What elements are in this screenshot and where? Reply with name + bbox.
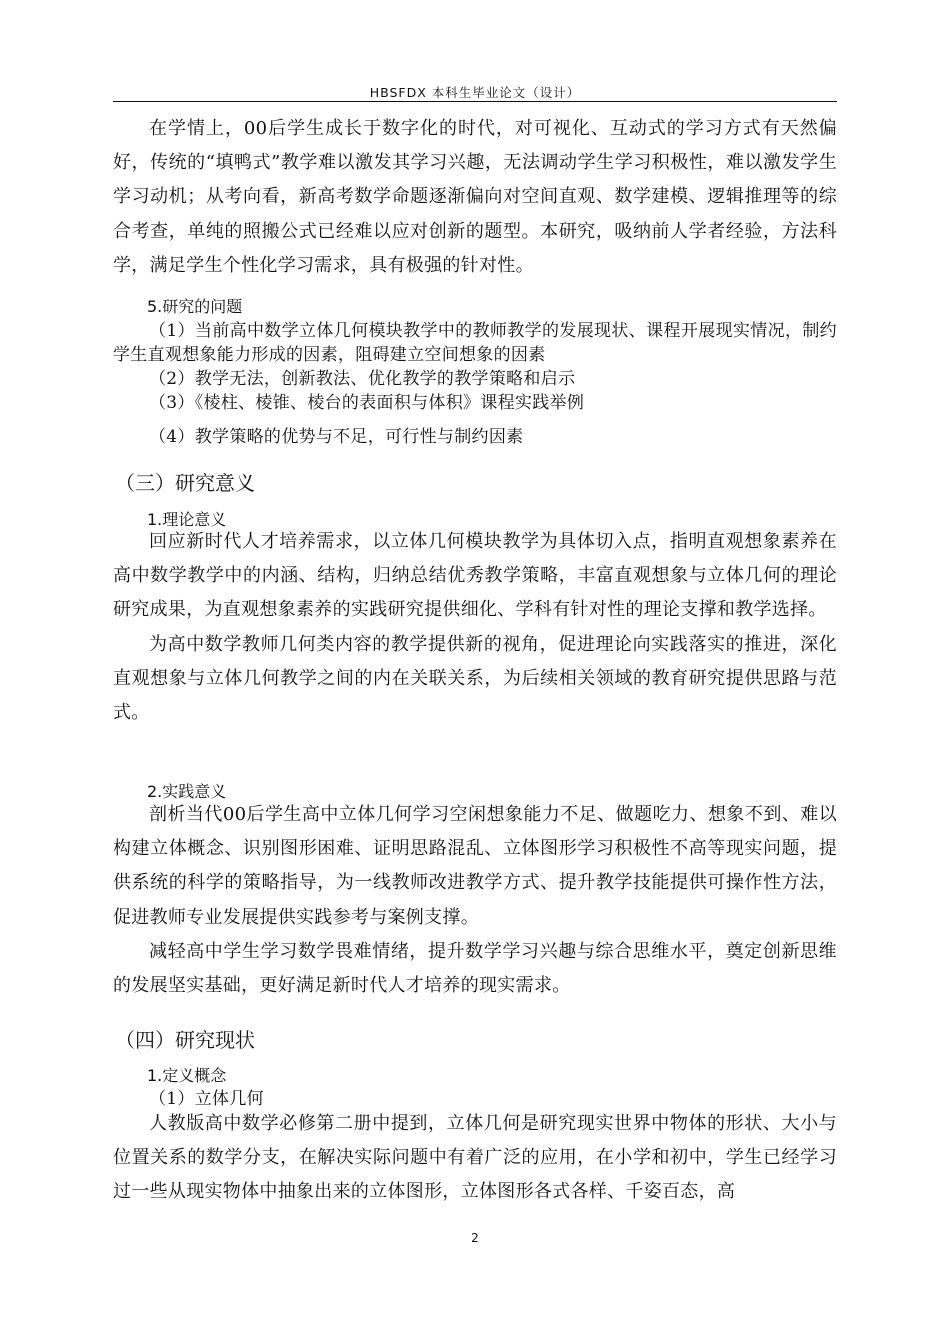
- subheading-research-questions: 5.研究的问题: [147, 297, 243, 316]
- paragraph-learning-situation: [113, 112, 837, 283]
- header-rule: [113, 101, 837, 102]
- subheading-solid-geometry: （1）立体几何: [149, 1089, 264, 1109]
- research-questions: [113, 295, 837, 449]
- running-header: HBSFDX 本科生毕业论文（设计）: [369, 85, 581, 100]
- question-item-4: （4）教学策略的优势与不足，可行性与制约因素: [149, 427, 524, 447]
- solid-geometry-paragraph: [113, 1107, 837, 1210]
- question-item-2: （2）教学无法，创新教法、优化教学的教学策略和启示: [149, 369, 576, 389]
- subheading-definitions: 1.定义概念: [147, 1066, 227, 1085]
- page-number: 2: [471, 1231, 479, 1245]
- section-status: [113, 1025, 837, 1055]
- theoretical-paragraphs: [113, 525, 837, 730]
- paragraph-practical-1: 剖析当代00后学生高中立体几何学习空闲想象能力不足、做题吃力、想象不到、难以构建立体概念、识别图形困难、证明思路混乱、立体图形学习积极性不高等现实问题，提供系统的科学的策略指导，为一线教师改进教学方式、提升教学技能提供可操作性方法，促进教师专业发展提供实践参考与案例支撑。: [113, 804, 837, 928]
- subheading-theoretical: 1.理论意义: [147, 510, 227, 529]
- section-heading-status: （四）研究现状: [115, 1028, 255, 1052]
- subheading-practical: 2.实践意义: [147, 782, 227, 801]
- paragraph-solid-geometry: 人教版高中数学必修第二册中提到，立体几何是研究现实世界中物体的形状、大小与位置关系的数学分支，在解决实际问题中有着广泛的应用，在小学和初中，学生已经学习过一些从现实物体中抽象出来的立体图形，立体图形各式各样、千姿百态，高: [113, 1113, 837, 1203]
- section-significance: [113, 468, 837, 498]
- question-item-3: （3）《棱柱、棱锥、棱台的表面积与体积》课程实践举例: [149, 393, 585, 413]
- paragraph-practical-2: 减轻高中学生学习数学畏难情绪，提升数学学习兴趣与综合思维水平，奠定创新思维的发展坚实基础，更好满足新时代人才培养的现实需求。: [113, 940, 837, 997]
- question-item-1: （1）当前高中数学立体几何模块教学中的教师教学的发展现状、课程开展现实情况，制约学生直观想象能力形成的因素，阻碍建立空间想象的因素: [113, 321, 837, 365]
- practical-paragraphs: [113, 798, 837, 1003]
- paragraph-text: 在学情上，00后学生成长于数字化的时代，对可视化、互动式的学习方式有天然偏好，传统的“填鸭式”教学难以激发其学习兴趣，无法调动学生学习积极性，难以激发学生学习动机；从考向看，新高考数学命题逐渐偏向对空间直观、数学建模、逻辑推理等的综合考查，单纯的照搬公式已经难以应对创新的题型。本研究，吸纳前人学者经验，方法科学，满足学生个性化学习需求，具有极强的针对性。: [113, 118, 837, 276]
- definition-concepts: [113, 1064, 837, 1110]
- section-heading-significance: （三）研究意义: [115, 471, 255, 495]
- paragraph-theoretical-2: 为高中数学教师几何类内容的教学提供新的视角，促进理论向实践落实的推进，深化直观想象与立体几何教学之间的内在关联关系，为后续相关领域的教育研究提供思路与范式。: [113, 633, 837, 724]
- paragraph-theoretical-1: 回应新时代人才培养需求，以立体几何模块教学为具体切入点，指明直观想象素养在高中数学教学中的内涵、结构，归纳总结优秀教学策略，丰富直观想象与立体几何的理论研究成果，为直观想象素养的实践研究提供细化、学科有针对性的理论支撑和教学选择。: [113, 531, 837, 621]
